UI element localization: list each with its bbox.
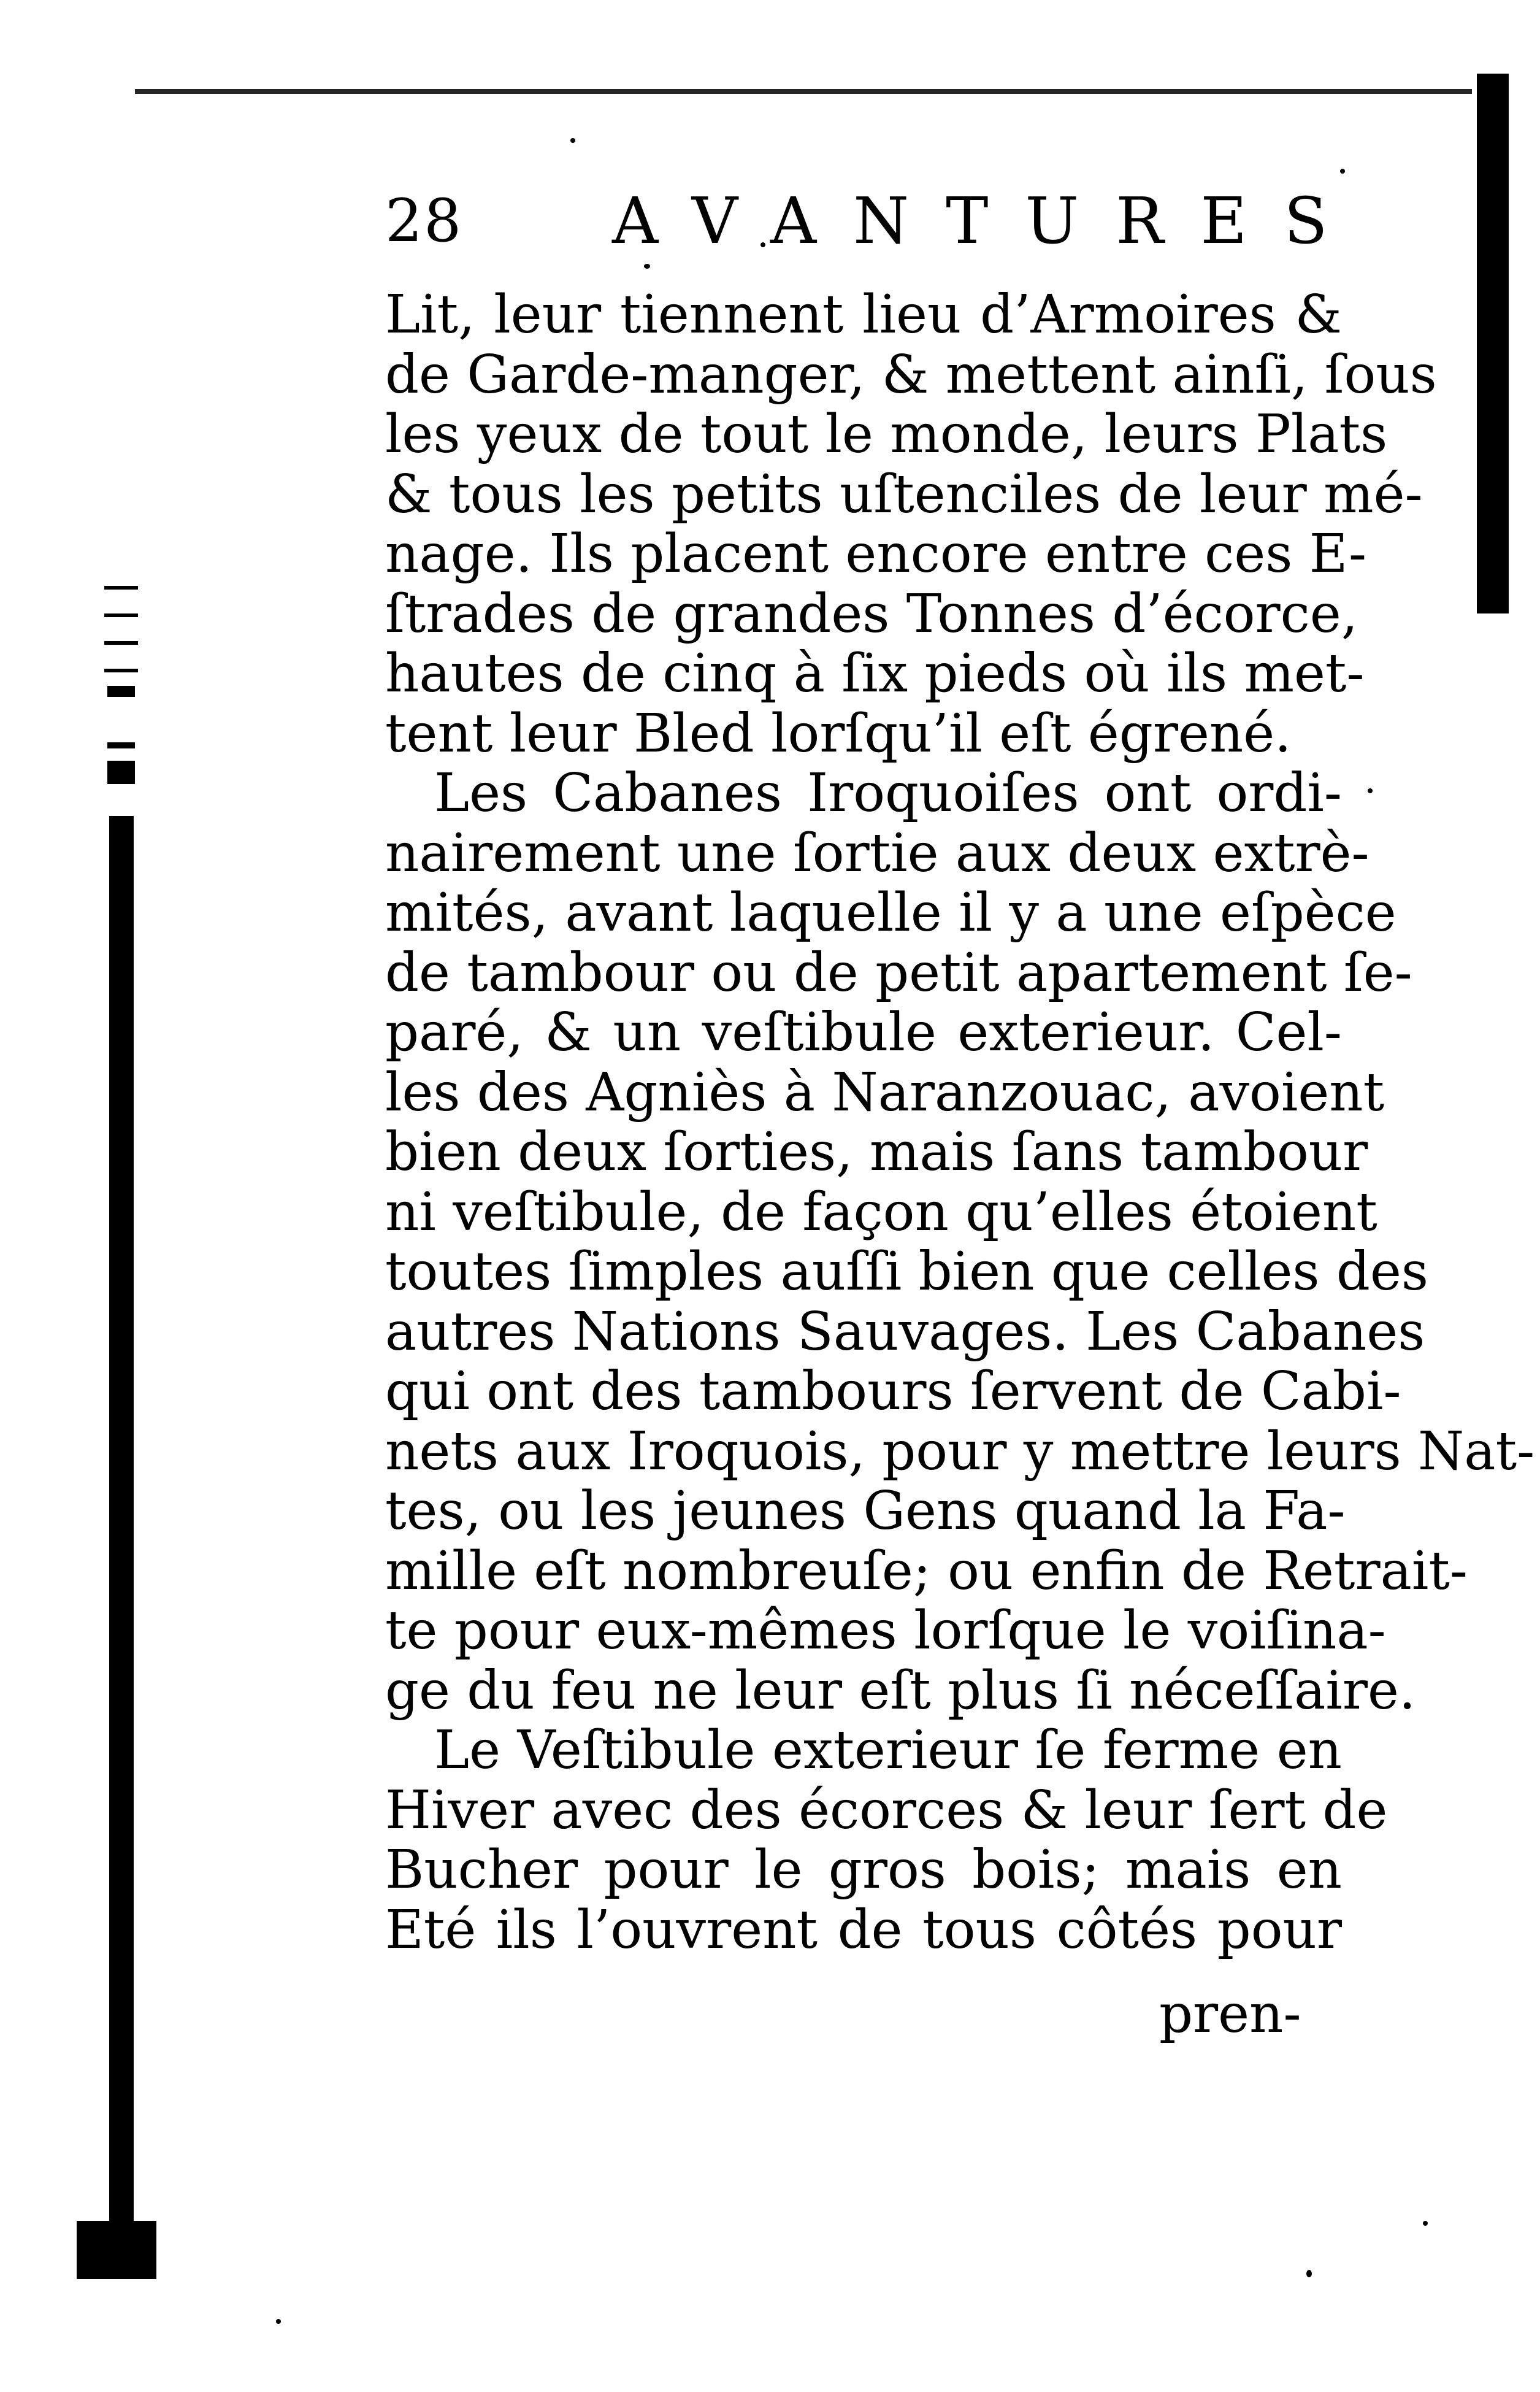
text-line: de Garde-manger, & mettent ainſi, ſous	[385, 344, 1437, 406]
running-title: AVANTURES	[612, 183, 1365, 258]
text-line: hautes de cinq à ſix pieds où ils met-	[385, 643, 1365, 704]
text-line: te pour eux-mêmes lorſque le voiſina-	[385, 1600, 1386, 1661]
catchword: pren-	[1159, 1983, 1301, 2045]
text-line: ſtrades de grandes Tonnes d’écorce,	[385, 583, 1358, 645]
text-line: mités, avant laquelle il y a une eſpèce	[385, 882, 1396, 944]
text-line: Hiver avec des écorces & leur ſert de	[385, 1779, 1388, 1841]
text-line: ge du feu ne leur eſt plus ſi néceſſaire.	[385, 1659, 1416, 1721]
text-line: tent leur Bled lorſqu’il eſt égrené.	[385, 702, 1292, 764]
text-line: toutes ſimples auſſi bien que celles des	[385, 1241, 1428, 1302]
body-text	[385, 284, 1535, 1961]
paragraph-start-line: Le Veſtibule exterieur ſe ferme en	[434, 1720, 1342, 1781]
text-line: Eté ils l’ouvrent de tous côtés pour	[385, 1899, 1342, 1961]
text-line: paré, & un veſtibule exterieur. Cel-	[385, 1002, 1342, 1063]
text-line: tes, ou les jeunes Gens quand la Fa-	[385, 1480, 1346, 1542]
running-header	[385, 178, 1365, 264]
text-line: nairement une ſortie aux deux extrè-	[385, 822, 1370, 884]
text-line: mille eſt nombreuſe; ou enfin de Retrait-	[385, 1540, 1468, 1602]
paragraph-start-line: Les Cabanes Iroquoiſes ont ordi-	[434, 763, 1342, 824]
text-line: & tous les petits uſtenciles de leur mé-	[385, 463, 1423, 525]
page-number: 28	[385, 187, 463, 255]
text-line: nets aux Iroquois, pour y mettre leurs Nat-	[385, 1420, 1535, 1482]
text-line: de tambour ou de petit apartement ſe-	[385, 942, 1412, 1004]
text-line: bien deux ſorties, mais ſans tambour	[385, 1121, 1368, 1183]
text-line: Bucher pour le gros bois; mais en	[385, 1839, 1342, 1901]
text-line: autres Nations Sauvages. Les Cabanes	[385, 1301, 1425, 1363]
text-line: les des Agniès à Naranzouac, avoient	[385, 1061, 1385, 1123]
right-edge-shadow	[1477, 74, 1509, 613]
text-line: les yeux de tout le monde, leurs Plats	[385, 404, 1388, 465]
left-gutter-shadow	[109, 816, 134, 2276]
left-gutter-foot-shadow	[77, 2221, 156, 2279]
top-edge-rule	[135, 89, 1472, 94]
text-line: nage. Ils placent encore entre ces E-	[385, 523, 1367, 585]
text-line: Lit, leur tiennent lieu d’Armoires &	[385, 284, 1342, 345]
text-line: qui ont des tambours ſervent de Cabi-	[385, 1361, 1401, 1422]
text-line: ni veſtibule, de façon qu’elles étoient	[385, 1181, 1377, 1243]
